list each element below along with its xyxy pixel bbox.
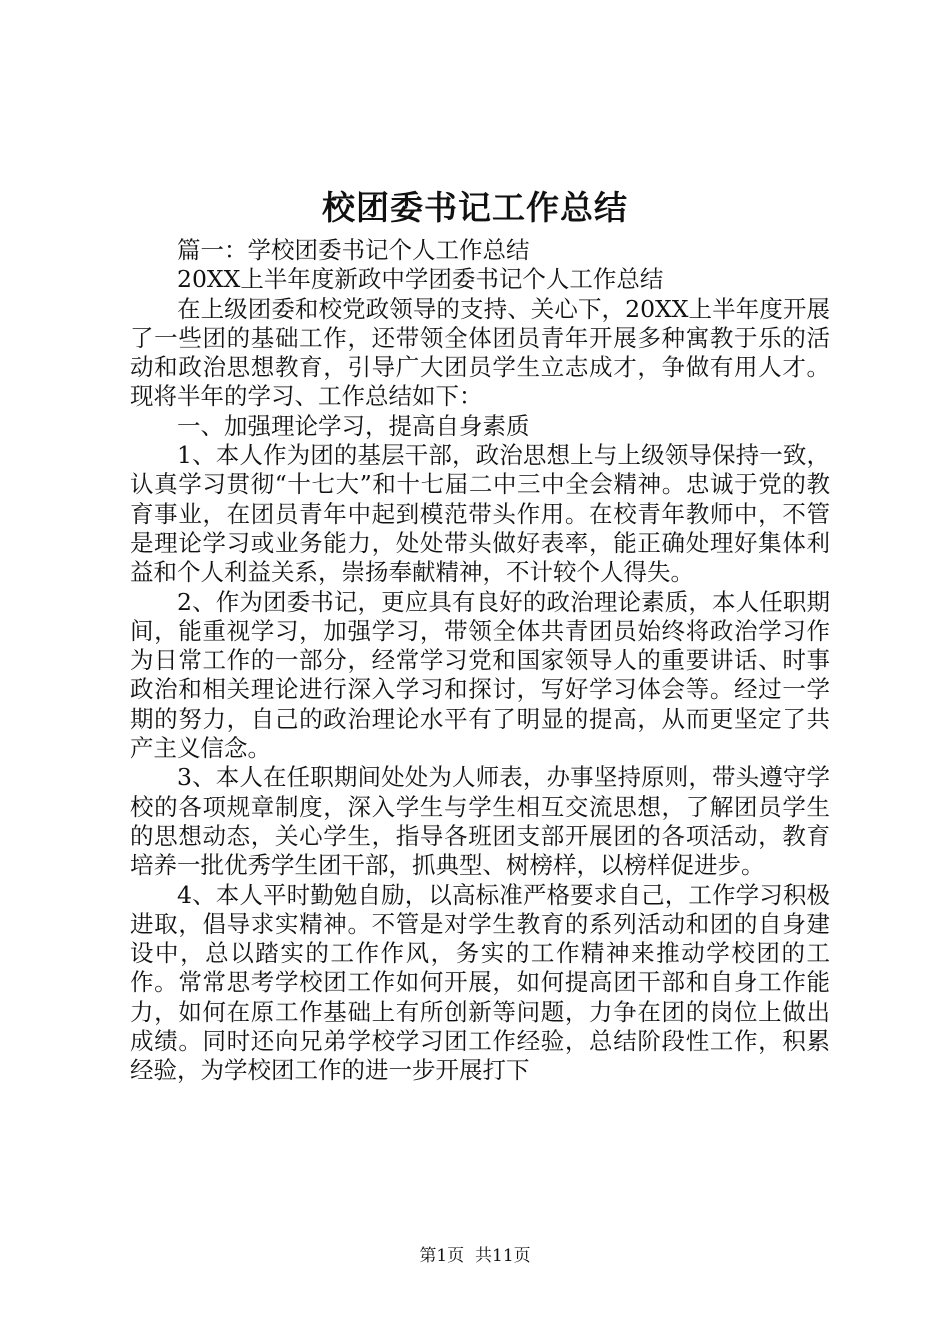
page-footer [0, 1244, 950, 1268]
page-total: 共11页 [475, 1246, 531, 1266]
document-title: 校团委书记工作总结 [322, 188, 628, 227]
subtitle-line: 20XX上半年度新政中学团委书记个人工作总结 [177, 265, 664, 294]
section-heading: 一、加强理论学习，提高自身素质 [177, 411, 530, 440]
section-heading: 篇一：学校团委书记个人工作总结 [177, 236, 530, 264]
body-paragraph: 在上级团委和校党政领导的支持、关心下，20XX上半年度开展了一些团的基础工作，还带领全体团员青年开展多种寓教于乐的活动和政治思想教育，引导广大团员学生立志成才，争做有用人才。现将半年的学习、工作总结如下： [130, 294, 830, 411]
body-paragraph: 1、本人作为团的基层干部，政治思想上与上级领导保持一致，认真学习贯彻“十七大”和十七届二中三中全会精神。忠诚于党的教育事业，在团员青年中起到模范带头作用。在校青年教师中，不管是理论学习或业务能力，处处带头做好表率，能正确处理好集体利益和个人利益关系，崇扬奉献精神，不计较个人得失。 [130, 441, 830, 587]
page-number: 第1页 [419, 1246, 465, 1266]
body-paragraph: 4、本人平时勤勉自励，以高标准严格要求自己，工作学习积极进取，倡导求实精神。不管是对学生教育的系列活动和团的自身建设中，总以踏实的工作作风，务实的工作精神来推动学校团的工作。常常思考学校团工作如何开展，如何提高团干部和自身工作能力，如何在原工作基础上有所创新等问题，力争在团的岗位上做出成绩。同时还向兄弟学校学习团工作经验，总结阶段性工作，积累经验，为学校团工作的进一步开展打下 [130, 880, 830, 1085]
document-body [130, 236, 830, 1086]
body-paragraph: 2、作为团委书记，更应具有良好的政治理论素质，本人任职期间，能重视学习，加强学习，带领全体共青团员始终将政治学习作为日常工作的一部分，经常学习党和国家领导人的重要讲话、时事政治和相关理论进行深入学习和探讨，写好学习体会等。经过一学期的努力，自己的政治理论水平有了明显的提高，从而更坚定了共产主义信念。 [130, 587, 830, 763]
body-paragraph: 3、本人在任职期间处处为人师表，办事坚持原则，带头遵守学校的各项规章制度，深入学生与学生相互交流思想，了解团员学生的思想动态，关心学生，指导各班团支部开展团的各项活动，教育培养一批优秀学生团干部，抓典型、树榜样，以榜样促进步。 [130, 763, 830, 880]
